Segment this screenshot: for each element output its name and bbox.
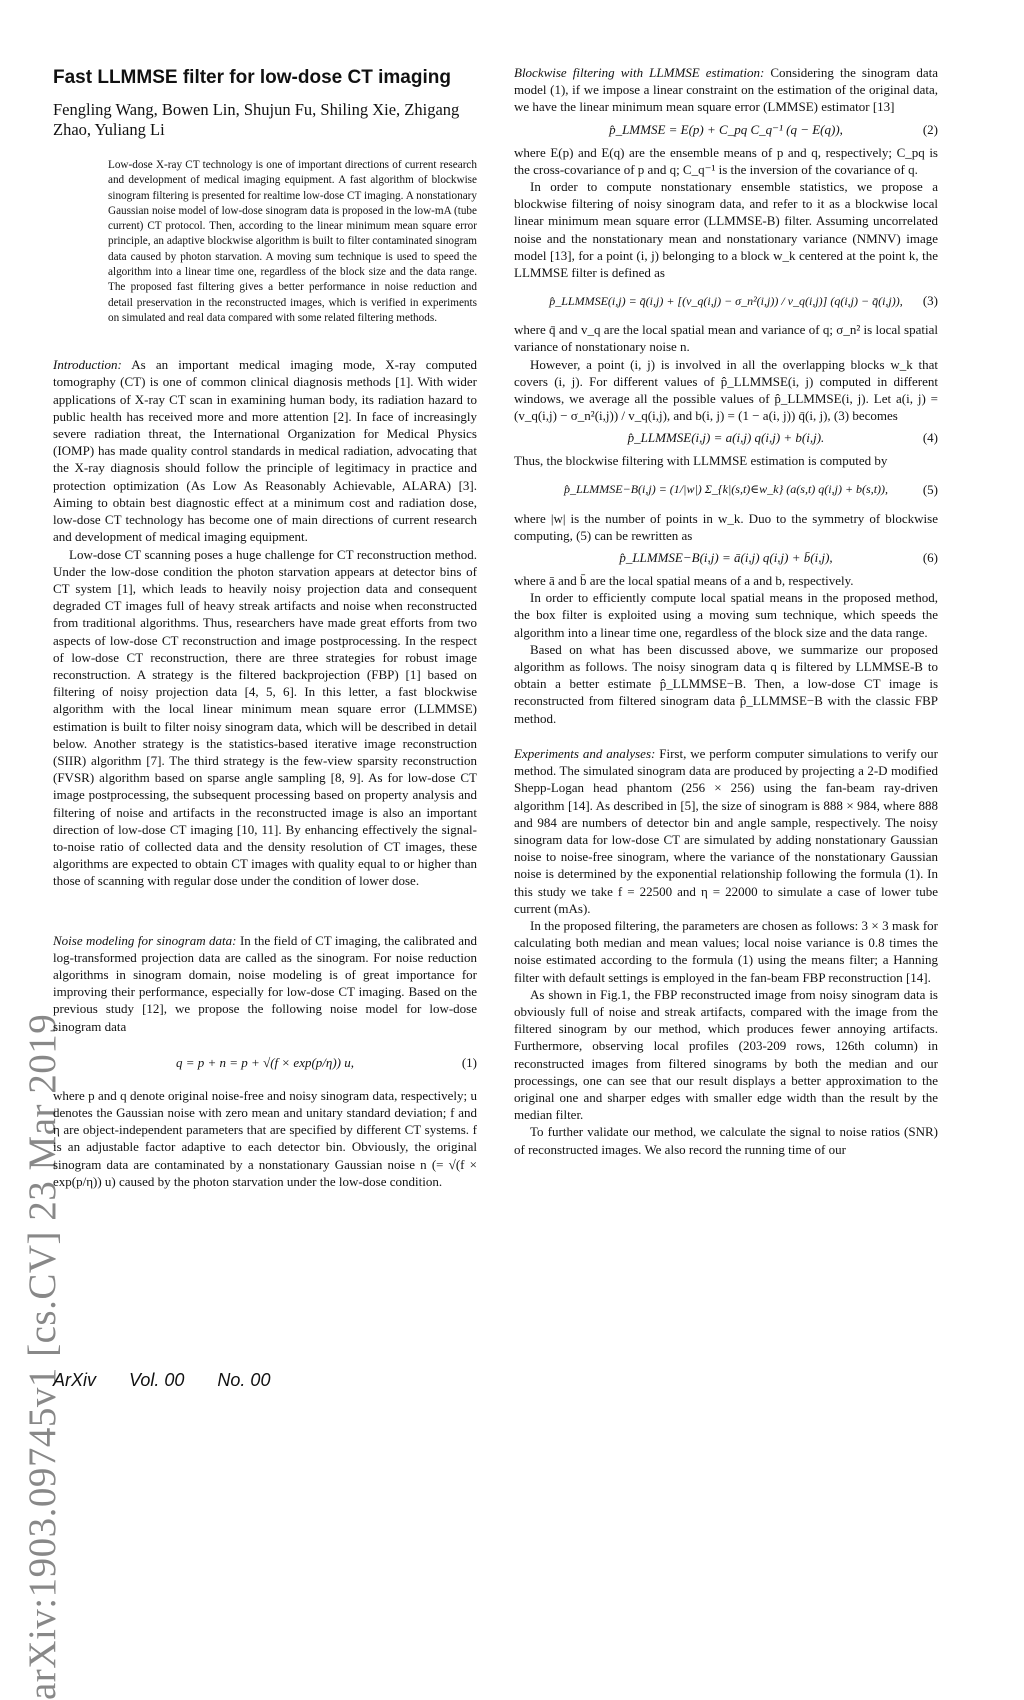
- footer-number: No. 00: [217, 1370, 271, 1390]
- equation-5: [514, 470, 938, 510]
- page-footer: [53, 1370, 298, 1391]
- blockwise-heading: Blockwise filtering with LLMMSE estimation:: [514, 65, 765, 80]
- blockwise-paragraph-2: where E(p) and E(q) are the ensemble means of p and q, respectively; C_pq is the cross-covariance of p and q; C_q⁻¹ is the inversion of the covariance of q.: [514, 144, 938, 177]
- equation-5-number: (5): [922, 481, 938, 497]
- intro-heading: Introduction:: [53, 357, 122, 373]
- equation-3-body: p̂_LLMMSE(i,j) = q̄(i,j) + [(v_q(i,j) − σ_n²(i,j)) / v_q(i,j)] (q(i,j) − q̄(i,j)),: [549, 293, 903, 308]
- blockwise-paragraph-6: Thus, the blockwise filtering with LLMMSE estimation is computed by: [514, 453, 888, 469]
- experiments-paragraph-4: To further validate our method, we calculate the signal to noise ratios (SNR) of reconstructed images. We also record the running time of our: [514, 1124, 938, 1157]
- experiments-heading: Experiments and analyses:: [514, 745, 656, 761]
- equation-3-number: (3): [922, 293, 938, 309]
- equation-4-body: p̂_LLMMSE(i,j) = a(i,j) q(i,j) + b(i,j).: [627, 430, 825, 446]
- noise-heading: Noise modeling for sinogram data:: [53, 932, 237, 948]
- left-column: [53, 64, 477, 1190]
- blockwise-paragraph-7: where |w| is the number of points in w_k. Duo to the symmetry of blockwise computing, (5) can be rewritten as: [514, 510, 938, 543]
- equation-3: [514, 281, 938, 321]
- experiments-text-1: First, we perform computer simulations to verify our method. The simulated sinogram data are produced by projecting a 2-D modified Shepp-Logan head phantom (256 × 256) using the fan-beam ray-driven algorithm [14]. As described in [5], the size of sinogram is 888 × 984, where 888 and 984 are numbers of detector bin and angle sample, respectively. The noisy sinogram data for low-dose CT are simulated by adding nonstationary Gaussian noise to noise-free sinogram, where the variance of the nonstationary Gaussian noise is determined by the exponential relationship following the formula (1). In this study we take f = 22500 and η = 22000 to simulate a case of lower tube current (mAs).: [514, 745, 939, 916]
- experiments-paragraph-1: [514, 745, 938, 917]
- equation-6-body: p̂_LLMMSE−B(i,j) = ā(i,j) q(i,j) + b̄(i,j),: [619, 550, 833, 566]
- equation-6-number: (6): [922, 550, 938, 566]
- equation-4: [514, 424, 938, 452]
- blockwise-paragraph-10: Based on what has been discussed above, we summarize our proposed algorithm as follows. The noisy sinogram data q is filtered by LLMMSE-B to obtain a better estimate p̂_LLMMSE−B. Then, a low-dose CT image is reconstructed from filtered sinogram data p̂_LLMMSE−B with the classic FBP method.: [514, 641, 938, 726]
- intro-paragraph-2: Low-dose CT scanning poses a huge challenge for CT reconstruction method. Under the low-dose condition the photon starvation appears at detector bins of CT system [1], which leads to heavily noisy projection data and consequent degraded CT images full of heavy streak artifacts and noise when reconstructed from traditional algorithms. Thus, researchers have made great efforts from two aspects of low-dose CT reconstruction and image postprocessing. In the respect of low-dose CT reconstruction, there are three strategies for robust image reconstruction. A strategy is the filtered backprojection (FBP) [1] based on filtering of noisy projection data [4, 5, 6]. In this letter, a fast blockwise algorithm with the local linear minimum mean square error (LLMMSE) estimation is built to filter noisy sinogram data, which will be described in detail below. Another strategy is the statistics-based iterative image reconstruction (SIIR) algorithm [7]. The third strategy is the few-view sparsity reconstruction (FVSR) algorithm based on sparse angle sampling [8, 9]. As for low-dose CT image postprocessing, the subsequent processing based on property analysis and filtering of noise and artifacts in the reconstructed image is also an important direction of low-dose CT imaging [10, 11]. By enhancing effectively the signal-to-noise ratio of collected data and the density resolution of CT images, these algorithms are expected to obtain CT images with quality equal to or higher than those of scanning with regular dose under the condition of lower dose.: [53, 546, 477, 889]
- equation-4-number: (4): [922, 430, 938, 446]
- blockwise-paragraph-9: In order to efficiently compute local spatial means in the proposed method, the box filter is exploited using a moving sum technique, which speeds the algorithm into a linear time one, regardless of the block size and the data range.: [514, 590, 938, 640]
- blockwise-paragraph-3: In order to compute nonstationary ensemble statistics, we propose a blockwise filtering of noisy sinogram data, and refer to it as a blockwise local linear minimum mean square error (LLMMSE-B) filter. Assuming uncorrelated noise and the nonstationary mean and nonstationary variance (NMNV) image model [13], for a point (i, j) belonging to a block w_k centered at the point k, the LLMMSE filter is defined as: [514, 179, 938, 281]
- blockwise-paragraph-4: where q̄ and v_q are the local spatial mean and variance of q; σ_n² is local spatial variance of nonstationary noise n.: [514, 322, 938, 355]
- equation-2: [514, 116, 938, 144]
- abstract: Low-dose X-ray CT technology is one of important directions of current research and development of medical imaging equipment. A fast algorithm of blockwise sinogram filtering is presented for realtime low-dose CT imaging. A nonstationary Gaussian noise model of low-dose sinogram data is proposed in the low-mA (tube current) CT protocol. Then, according to the linear minimum mean square error principle, an adaptive blockwise algorithm is built to filter contaminated sinogram data caused by photon starvation. A moving sum technique is used to speed the algorithm into a linear time one, regardless of the block size and the data range. The proposed fast filtering gives a better performance in noise reduction and detail preservation in the reconstructed images, which is verified in experiments on simulated and real data compared with some related filtering methods.: [108, 159, 477, 324]
- equation-2-body: p̂_LMMSE = E(p) + C_pq C_q⁻¹ (q − E(q)),: [609, 121, 843, 137]
- footer-volume: Vol. 00: [129, 1370, 185, 1390]
- equation-1: [53, 1049, 477, 1077]
- footer-journal: ArXiv: [53, 1370, 97, 1390]
- experiments-paragraph-2: In the proposed filtering, the parameters are chosen as follows: 3 × 3 mask for calculating both median and mean values; local noise variance is 0.8 times the noise estimated according to the formula (1) using the means filter; a Hanning filter with default settings is employed in the fan-beam FBP reconstruction [14].: [514, 917, 938, 985]
- equation-1-number: (1): [461, 1054, 477, 1070]
- blockwise-paragraph-1: [514, 64, 938, 116]
- intro-paragraph-1: [53, 356, 477, 545]
- noise-paragraph-1: [53, 932, 477, 1035]
- equation-1-body: q = p + n = p + √(f × exp(p/η)) u,: [175, 1054, 355, 1070]
- experiments-paragraph-3: As shown in Fig.1, the FBP reconstructed image from noisy sinogram data is obviously full of noise and streak artifacts, compared with the image from the filtered sinogram by our method, which produces fewer annoying artifacts. Furthermore, observing local profiles (203-209 rows, 126th column) in reconstructed images from filtered sinograms by both the median and our processings, one can see that our result displays a better approximation to the original one and sharper edges with smaller edge width than the result by the median filter.: [514, 986, 938, 1123]
- intro-text-1: As an important medical imaging mode, X-ray computed tomography (CT) is one of common clinical diagnosis methods [1]. With wider applications of X-ray CT scan in examining human body, its radiation hazard to public health has received more and more attention [2]. In face of increasingly severe radiation threat, the International Organization for Medical Physics (IOMP) has made quality control standards in medical radiation, advocating that the X-ray diagnosis should follow the principle of legitimacy in practice and protection optimization (As Low As Reasonably Achievable, ALARA) [3]. Aiming to obtain best diagnostic effect at a minimum cost and radiation dose, low-dose CT technology has become one of main directions of current research and development of medical imaging equipment.: [53, 357, 477, 545]
- equation-5-body: p̂_LLMMSE−B(i,j) = (1/|w|) Σ_{k|(s,t)∈w_k} (a(s,t) q(i,j) + b(s,t)),: [563, 482, 889, 497]
- arxiv-watermark-wrap: [14, 1013, 64, 1700]
- paper-title: Fast LLMMSE filter for low-dose CT imaging: [53, 67, 451, 88]
- arxiv-watermark: arXiv:1903.09745v1 [cs.CV] 23 Mar 2019: [21, 1013, 64, 1700]
- noise-text-1: In the field of CT imaging, the calibrated and log-transformed projection data are called as the sinogram. For noise reduction algorithms in sinogram domain, noise modeling is of great importance for improving their performance, especially for low-dose CT imaging. Based on the previous study [12], we propose the following noise model for low-dose sinogram data: [53, 932, 477, 1034]
- right-column: [514, 64, 938, 1158]
- blockwise-paragraph-8: where ā and b̄ are the local spatial means of a and b, respectively.: [514, 573, 854, 589]
- noise-paragraph-2: where p and q denote original noise-free and noisy sinogram data, respectively; u denotes the Gaussian noise with zero mean and unitary standard deviation; f and η are object-independent parameters that are specified by different CT systems. f is an adjustable factor adaptive to each detector bin. Obviously, the original sinogram data are contaminated by a nonstationary Gaussian noise n (= √(f × exp(p/η)) u) caused by the photon starvation under the low-dose condition.: [53, 1087, 477, 1189]
- blockwise-text-1: Considering the sinogram data model (1), if we impose a linear constraint on the estimation of the original data, we have the linear minimum mean square error (LMMSE) estimator [13]: [514, 65, 939, 115]
- blockwise-paragraph-5: However, a point (i, j) is involved in all the overlapping blocks w_k that covers (i, j). For different values of p̂_LLMMSE(i, j) computed in different windows, we average all the possible values of p̂_LLMMSE(i, j). Let a(i, j) = (v_q(i,j) − σ_n²(i,j)) / v_q(i,j), and b(i, j) = (1 − a(i, j)) q̄(i, j), (3) becomes: [514, 356, 938, 424]
- equation-6: [514, 544, 938, 572]
- equation-2-number: (2): [922, 121, 938, 137]
- paper-authors: Fengling Wang, Bowen Lin, Shujun Fu, Shiling Xie, Zhigang Zhao, Yuliang Li: [53, 100, 460, 139]
